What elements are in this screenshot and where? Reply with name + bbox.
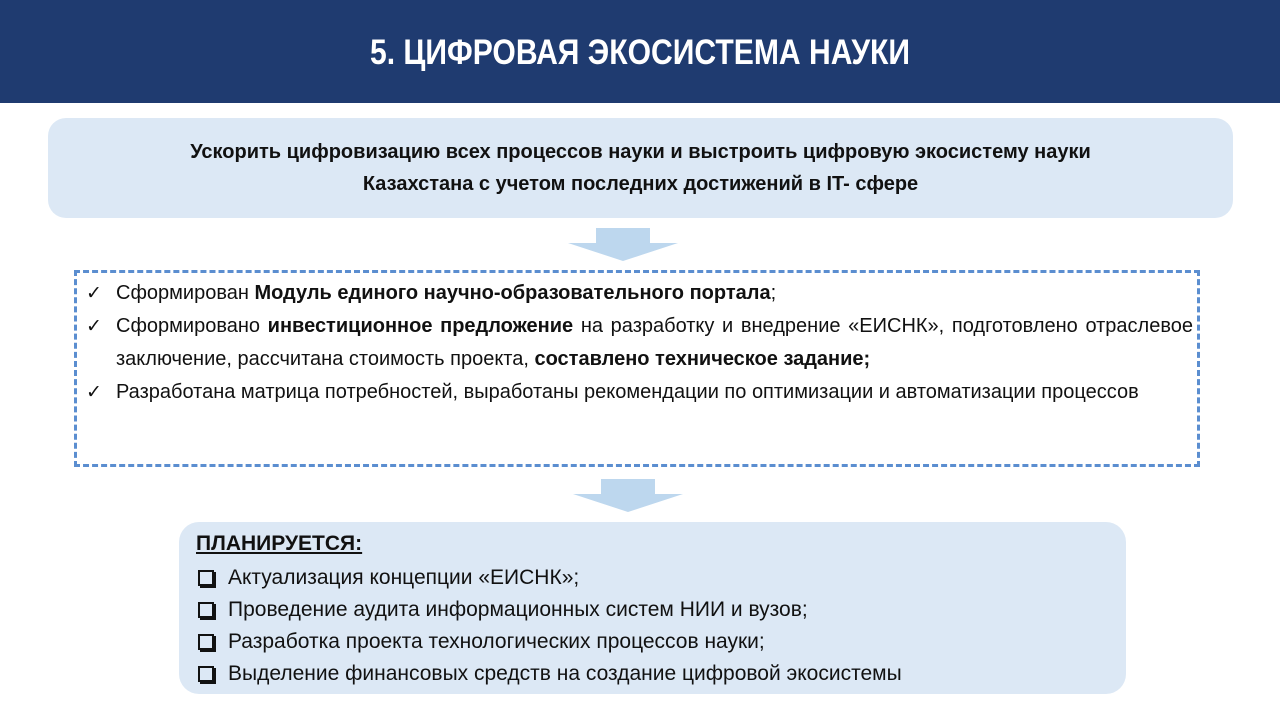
down-arrow-icon [573,479,683,512]
completed-list [85,277,1193,409]
item-text: Сформирован [116,282,255,304]
checkbox-icon [198,666,214,682]
item-text: Сформировано [116,315,268,337]
item-bold: составлено техническое задание; [534,348,871,370]
item-bold: инвестиционное предложение [267,315,574,337]
item-text: Разработана матрица потребностей, выработаны рекомендации по оптимизации и автоматизации процессов [116,381,1139,403]
item-bold: Модуль единого научно-образовательного портала [254,282,771,304]
planned-box [179,522,1126,694]
item-text: Выделение финансовых средств на создание цифровой экосистемы [228,662,902,685]
item-text: Актуализация концепции «ЕИСНК»; [228,566,580,589]
down-arrow-icon [568,228,678,261]
list-item [85,277,1193,310]
list-item [196,594,902,626]
item-text: Проведение аудита информационных систем НИИ и вузов; [228,598,808,621]
checkbox-icon [198,634,214,650]
goal-line-1: Ускорить цифровизацию всех процессов науки и выстроить цифровую экосистему науки [190,141,1091,163]
goal-box [48,118,1233,218]
item-text: на разработку и внедрение «ЕИСНК», подготовлено отраслевое заключение, рассчитана стоимость проекта, [116,315,1193,370]
checkbox-icon [198,602,214,618]
check-icon: ✓ [86,316,102,337]
planned-list [196,562,902,690]
planned-title: ПЛАНИРУЕТСЯ: [196,532,363,555]
slide-header [0,0,1280,103]
check-icon: ✓ [86,283,102,304]
slide-title: 5. ЦИФРОВАЯ ЭКОСИСТЕМА НАУКИ [369,32,911,72]
item-text: ; [770,282,777,304]
completed-box [74,270,1200,467]
goal-line-2: Казахстана с учетом последних достижений в IT- сфере [362,173,919,195]
list-item [196,626,902,658]
list-item [85,376,1193,409]
check-icon: ✓ [86,382,102,403]
list-item [196,658,902,690]
list-item [85,310,1193,376]
item-text: Разработка проекта технологических процессов науки; [228,630,765,653]
list-item [196,562,902,594]
checkbox-icon [198,570,214,586]
